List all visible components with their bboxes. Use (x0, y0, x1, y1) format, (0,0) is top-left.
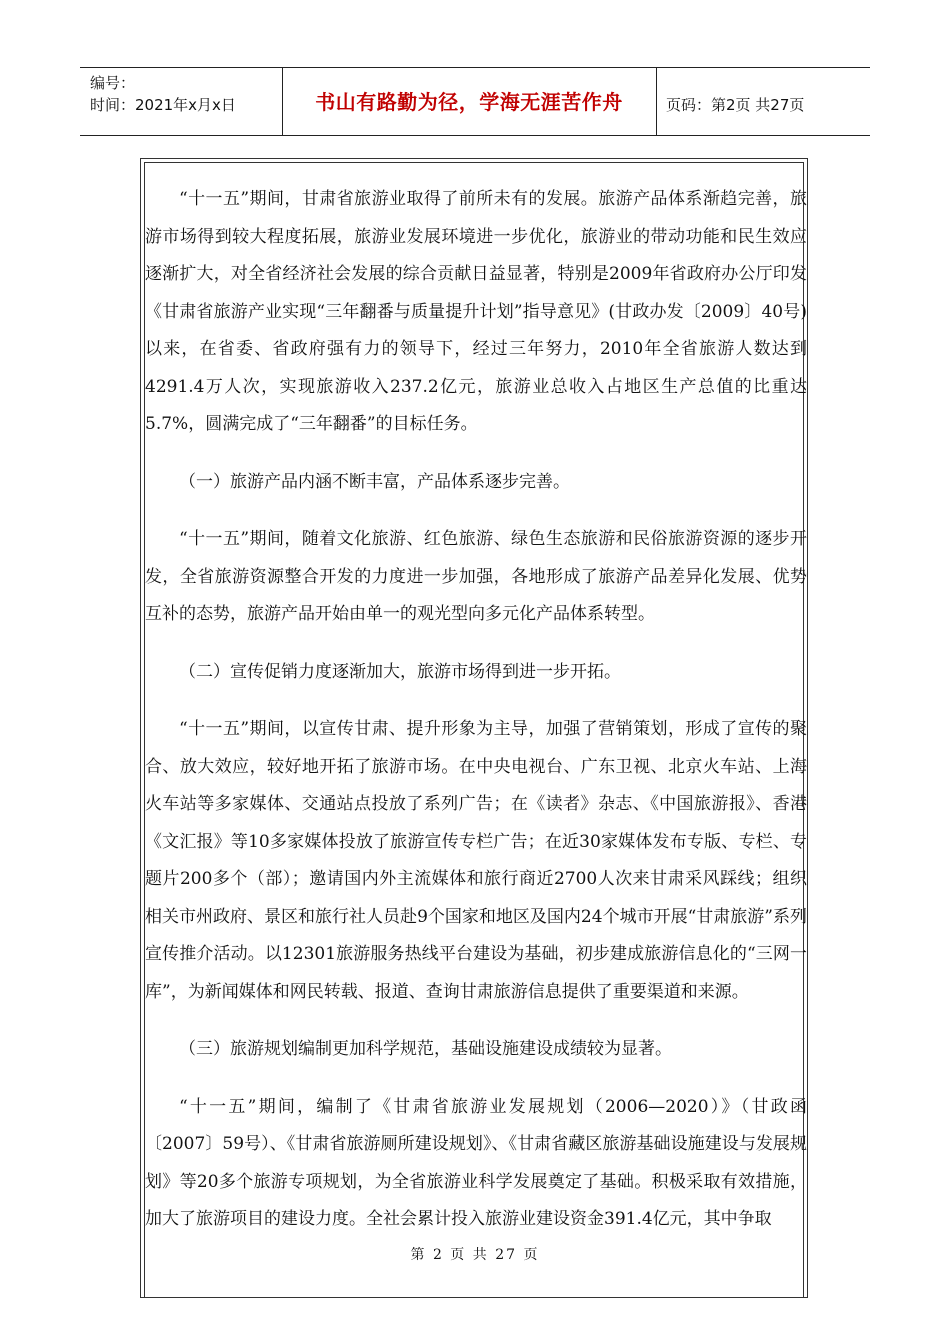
header-bottom-rule (80, 135, 870, 136)
document-code-label: 编号： (90, 74, 136, 92)
section-heading-2: （二）宣传促销力度逐渐加大，旅游市场得到进一步开拓。 (179, 661, 621, 682)
paragraph-promotion: “十一五”期间，以宣传甘肃、提升形象为主导，加强了营销策划，形成了宣传的聚合、放大效应，较好地开拓了旅游市场。在中央电视台、广东卫视、北京火车站、上海火车站等多家媒体、交通站点投放了系列广告；在《读者》杂志、《中国旅游报》、香港《文汇报》等10多家媒体投放了旅游宣传专栏广告；在近30家媒体发布专版、专栏、专题片200多个（部）；邀请国内外主流媒体和旅行商近2700人次来甘肃采风踩线；组织相关市州政府、景区和旅行社人员赴9个国家和地区及国内24个城市开展“甘肃旅游”系列宣传推介活动。以12301旅游服务热线平台建设为基础，初步建成旅游信息化的“三网一库”，为新闻媒体和网民转载、报道、查询甘肃旅游信息提供了重要渠道和来源。 (145, 719, 807, 1002)
section-heading-1: （一）旅游产品内涵不断丰富，产品体系逐步完善。 (179, 471, 570, 492)
header-divider-right (656, 67, 657, 135)
header-motto: 书山有路勤为径，学海无涯苦作舟 (315, 90, 623, 114)
paragraph-planning: “十一五”期间，编制了《甘肃省旅游业发展规划（2006—2020）》（甘政函〔2007〕59号）、《甘肃省旅游厕所建设规划》、《甘肃省藏区旅游基础设施建设与发展规划》等20多个旅游专项规划，为全省旅游业科学发展奠定了基础。积极采取有效措施，加大了旅游项目的建设力度。全社会累计投入旅游业建设资金391.4亿元，其中争取 (145, 1096, 807, 1229)
section-heading-3: （三）旅游规划编制更加科学规范，基础设施建设成绩较为显著。 (179, 1039, 672, 1059)
page-footer: 第 2 页 共 27 页 (410, 1247, 540, 1263)
header-top-rule (80, 67, 870, 68)
paragraph-overview: “十一五”期间，甘肃省旅游业取得了前所未有的发展。旅游产品体系渐趋完善，旅游市场得到较大程度拓展，旅游业发展环境进一步优化，旅游业的带动功能和民生效应逐渐扩大，对全省经济社会发展的综合贡献日益显著，特别是2009年省政府办公厅印发《甘肃省旅游产业实现“三年翻番与质量提升计划”指导意见》(甘政办发〔2009〕40号)以来，在省委、省政府强有力的领导下，经过三年努力，2010年全省旅游人数达到4291.4万人次，实现旅游收入237.2亿元，旅游业总收入占地区生产总值的比重达5.7%，圆满完成了“三年翻番”的目标任务。 (145, 189, 807, 434)
content-frame (140, 158, 808, 1298)
paragraph-products: “十一五”期间，随着文化旅游、红色旅游、绿色生态旅游和民俗旅游资源的逐步开发，全省旅游资源整合开发的力度进一步加强，各地形成了旅游产品差异化发展、优势互补的态势，旅游产品开始由单一的观光型向多元化产品体系转型。 (145, 529, 807, 624)
document-time: 时间：2021年x月x日 (90, 96, 236, 114)
document-body (145, 181, 807, 1239)
header-meta (90, 72, 236, 116)
header-page-info: 页码：第2页 共27页 (666, 96, 805, 114)
